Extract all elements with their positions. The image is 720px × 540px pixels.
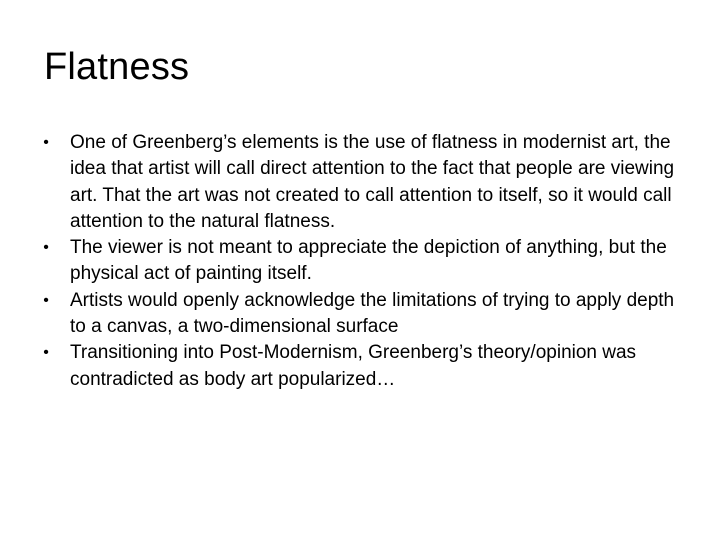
bullet-item [36,235,676,288]
bullet-list [36,130,676,393]
bullet-text: Transitioning into Post-Modernism, Greenberg’s theory/opinion was contradicted as body art popularized… [70,342,637,390]
bullet-marker: • [43,239,49,257]
bullet-text: Artists would openly acknowledge the limitations of trying to apply depth to a canvas, a two-dimensional surface [70,289,675,338]
bullet-marker: • [43,291,49,309]
bullet-marker: • [43,344,49,362]
bullet-item [36,340,676,393]
slide-title: Flatness [44,46,190,88]
bullet-item [36,288,676,341]
bullet-marker: • [43,134,49,151]
bullet-text: The viewer is not meant to appreciate the depiction of anything, but the physical act of painting itself. [70,237,667,285]
bullet-text: One of Greenberg’s elements is the use of flatness in modernist art, the idea that artist will call direct attention to the fact that people are viewing art. That the art was not created to call attention to itself, so it would call attention to the natural flatness. [70,132,675,232]
bullet-item [36,130,676,235]
